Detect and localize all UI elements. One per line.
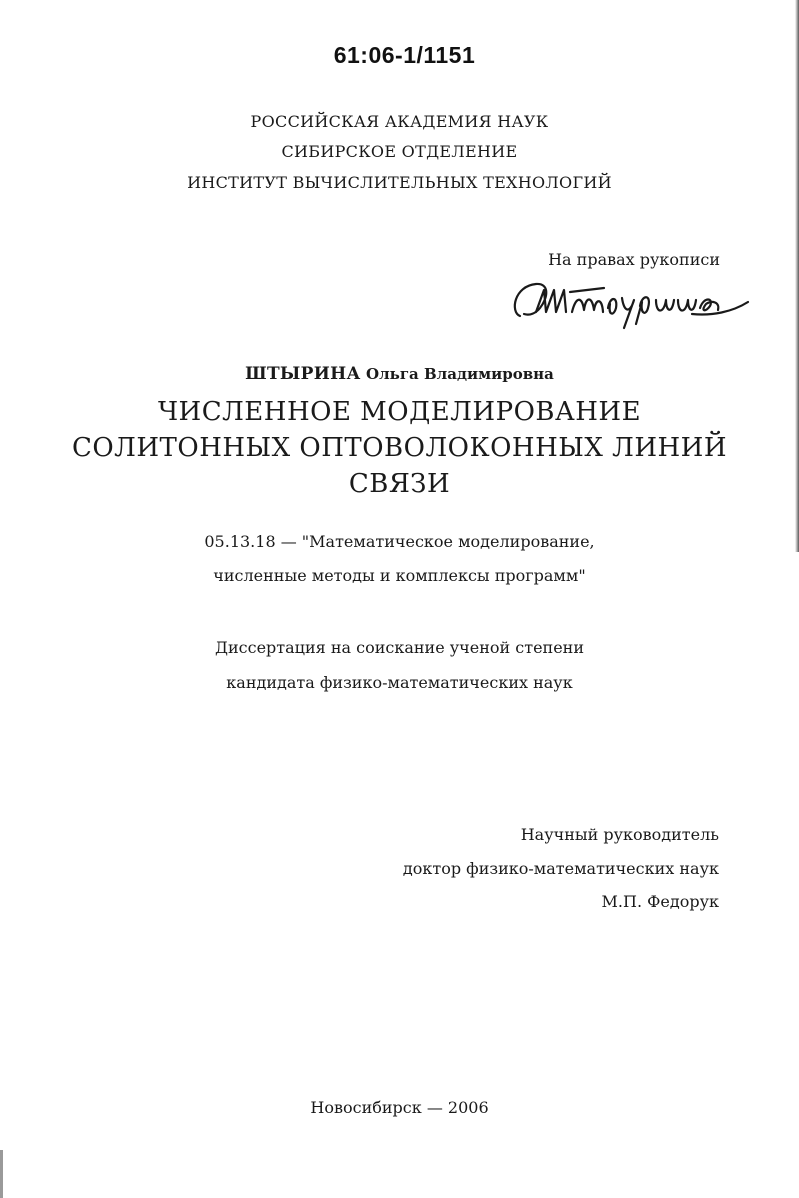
handwritten-signature <box>506 272 751 330</box>
organization-institute: ИНСТИТУТ ВЫЧИСЛИТЕЛЬНЫХ ТЕХНОЛОГИЙ <box>187 173 612 192</box>
place-and-year: Новосибирск — 2006 <box>310 1098 489 1117</box>
manuscript-rights-note: На правах рукописи <box>548 250 720 269</box>
organization-academy: РОССИЙСКАЯ АКАДЕМИЯ НАУК <box>250 112 549 131</box>
archive-code-stamp: 61:06-1/1151 <box>333 42 476 68</box>
scan-margin-mark <box>0 1150 3 1198</box>
specialty-line-2: численные методы и комплексы программ" <box>213 566 586 585</box>
organization-branch: СИБИРСКОЕ ОТДЕЛЕНИЕ <box>281 142 518 161</box>
degree-line-1: Диссертация на соискание ученой степени <box>214 638 584 657</box>
supervisor-role: Научный руководитель <box>520 825 719 844</box>
specialty-line-1: 05.13.18 — "Математическое моделирование, <box>204 532 595 551</box>
author-name <box>0 364 799 384</box>
degree-line-2: кандидата физико-математических наук <box>226 673 573 692</box>
thesis-title-line-2: СОЛИТОННЫХ ОПТОВОЛОКОННЫХ ЛИНИЙ <box>71 433 728 463</box>
supervisor-name: М.П. Федорук <box>601 892 719 911</box>
thesis-title-line-3: СВЯЗИ <box>348 469 451 499</box>
author-surname: ШТЫРИНА <box>245 364 361 384</box>
scan-edge-shadow <box>795 0 799 552</box>
thesis-title-line-1: ЧИСЛЕННОЕ МОДЕЛИРОВАНИЕ <box>157 397 642 427</box>
supervisor-rank: доктор физико-математических наук <box>402 859 719 878</box>
author-given-names: Ольга Владимировна <box>366 365 554 383</box>
